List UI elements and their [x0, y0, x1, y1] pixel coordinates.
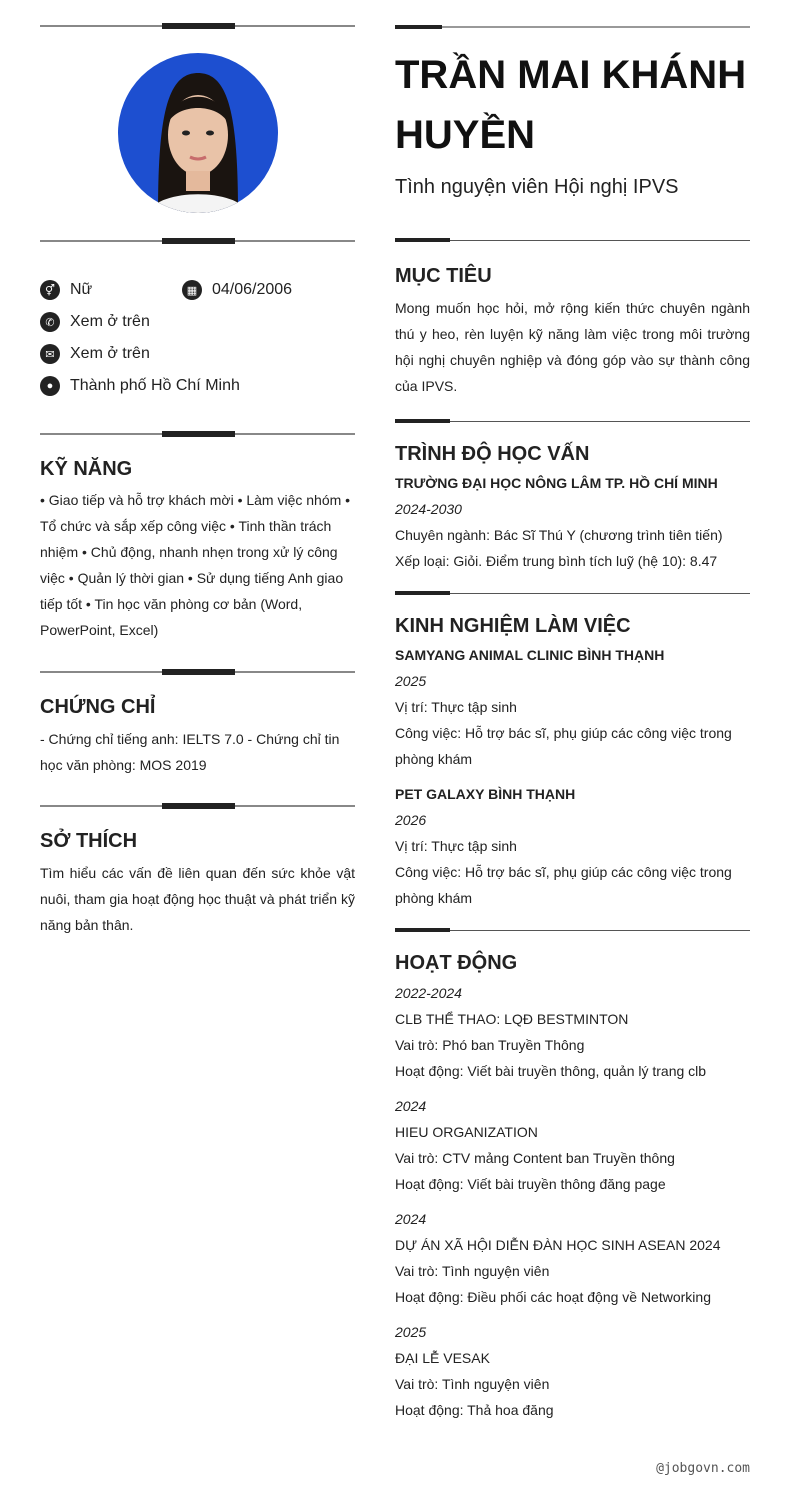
- divider: [40, 671, 355, 673]
- address: Thành phố Hồ Chí Minh: [70, 377, 240, 394]
- phone: Xem ở trên: [70, 313, 150, 330]
- education-item: [395, 470, 755, 574]
- skills-title: KỸ NĂNG: [40, 458, 133, 480]
- education-title: TRÌNH ĐỘ HỌC VẤN: [395, 443, 590, 465]
- experience-item: [395, 781, 750, 911]
- email: Xem ở trên: [70, 345, 150, 362]
- activity-role: Vai trò: CTV mảng Content ban Truyền thông: [395, 1150, 675, 1166]
- phone-icon: ✆: [40, 312, 60, 332]
- activity-desc: Hoạt động: Điều phối các hoạt động về Networking: [395, 1289, 711, 1305]
- certs-text: - Chứng chỉ tiếng anh: IELTS 7.0 - Chứng chỉ tin học văn phòng: MOS 2019: [40, 731, 340, 773]
- dob-row: [182, 279, 292, 301]
- task: Công việc: Hỗ trợ bác sĩ, phụ giúp các công việc trong phòng khám: [395, 864, 732, 906]
- divider: [40, 433, 355, 435]
- activity-org: ĐẠI LỄ VESAK: [395, 1350, 490, 1366]
- address-row: [40, 375, 240, 397]
- gender-row: [40, 279, 92, 301]
- experience-item: [395, 642, 750, 772]
- company: PET GALAXY BÌNH THẠNH: [395, 786, 576, 802]
- hobbies-text: Tìm hiểu các vấn đề liên quan đến sức khỏe vật nuôi, tham gia hoạt động học thuật và phát triển kỹ năng bản thân.: [40, 865, 355, 933]
- experience-title: KINH NGHIỆM LÀM VIỆC: [395, 615, 631, 637]
- divider: [395, 930, 750, 931]
- name-line-1: TRẦN MAI KHÁNH: [395, 53, 747, 97]
- divider: [395, 26, 750, 28]
- grade: Xếp loại: Giỏi. Điểm trung bình tích luỹ (hệ 10): 8.47: [395, 553, 718, 569]
- phone-row: [40, 311, 150, 333]
- activity-role: Vai trò: Phó ban Truyền Thông: [395, 1037, 585, 1053]
- full-name: [395, 45, 746, 165]
- dob: 04/06/2006: [212, 281, 293, 298]
- activity-year: 2024: [395, 1098, 427, 1114]
- mail-icon: ✉: [40, 344, 60, 364]
- activities-title: HOẠT ĐỘNG: [395, 952, 518, 974]
- major: Chuyên ngành: Bác Sĩ Thú Y (chương trình tiên tiến): [395, 527, 723, 543]
- activity-org: CLB THỂ THAO: LQĐ BESTMINTON: [395, 1011, 629, 1027]
- activity-year: 2024: [395, 1211, 427, 1227]
- gender: Nữ: [70, 281, 93, 298]
- activity-year: 2025: [395, 1324, 427, 1340]
- certs-title: CHỨNG CHỈ: [40, 696, 156, 718]
- job-title: Tình nguyện viên Hội nghị IPVS: [395, 176, 679, 198]
- position: Vị trí: Thực tập sinh: [395, 838, 517, 854]
- name-line-2: HUYỀN: [395, 113, 536, 157]
- exp-year: 2025: [395, 673, 427, 689]
- location-pin-icon: ●: [40, 376, 60, 396]
- task: Công việc: Hỗ trợ bác sĩ, phụ giúp các công việc trong phòng khám: [395, 725, 732, 767]
- divider: [40, 805, 355, 807]
- exp-year: 2026: [395, 812, 427, 828]
- activity-item: [395, 1319, 755, 1423]
- activity-item: [395, 980, 755, 1084]
- activity-item: [395, 1093, 755, 1197]
- divider: [40, 25, 355, 27]
- activity-item: [395, 1206, 755, 1310]
- activity-org: HIEU ORGANIZATION: [395, 1124, 538, 1140]
- objective-title: MỤC TIÊU: [395, 265, 492, 287]
- activity-desc: Hoạt động: Viết bài truyền thông, quản lý trang clb: [395, 1063, 707, 1079]
- calendar-icon: ▦: [182, 280, 202, 300]
- skills-text: • Giao tiếp và hỗ trợ khách mời • Làm việc nhóm • Tổ chức và sắp xếp công việc • Tinh thần trách nhiệm • Chủ động, nhanh nhẹn trong xử lý công việc • Quản lý thời gian • Sử dụng tiếng Anh giao tiếp tốt • Tin học văn phòng cơ bản (Word, PowerPoint, Excel): [40, 492, 351, 638]
- activity-org: DỰ ÁN XÃ HỘI DIỄN ĐÀN HỌC SINH ASEAN 2024: [395, 1237, 721, 1253]
- company: SAMYANG ANIMAL CLINIC BÌNH THẠNH: [395, 647, 665, 663]
- objective-text: Mong muốn học hỏi, mở rộng kiến thức chuyên ngành thú y heo, rèn luyện kỹ năng làm việc trong môi trường hội nghị chuyên nghiệp và đóng góp vào sự thành công của IPVS.: [395, 300, 750, 394]
- school: TRƯỜNG ĐẠI HỌC NÔNG LÂM TP. HỒ CHÍ MINH: [395, 475, 718, 491]
- position: Vị trí: Thực tập sinh: [395, 699, 517, 715]
- watermark: @jobgovn.com: [656, 1461, 750, 1476]
- email-row: [40, 343, 150, 365]
- divider: [40, 240, 355, 242]
- divider: [395, 421, 750, 422]
- divider: [395, 240, 750, 241]
- avatar: [118, 53, 278, 213]
- activity-role: Vai trò: Tình nguyện viên: [395, 1376, 550, 1392]
- activity-year: 2022-2024: [395, 985, 462, 1001]
- activity-desc: Hoạt động: Viết bài truyền thông đăng page: [395, 1176, 666, 1192]
- gender-icon: ⚥: [40, 280, 60, 300]
- edu-years: 2024-2030: [395, 501, 462, 517]
- activity-desc: Hoạt động: Thả hoa đăng: [395, 1402, 554, 1418]
- divider: [395, 593, 750, 594]
- hobbies-title: SỞ THÍCH: [40, 830, 138, 852]
- activity-role: Vai trò: Tình nguyện viên: [395, 1263, 550, 1279]
